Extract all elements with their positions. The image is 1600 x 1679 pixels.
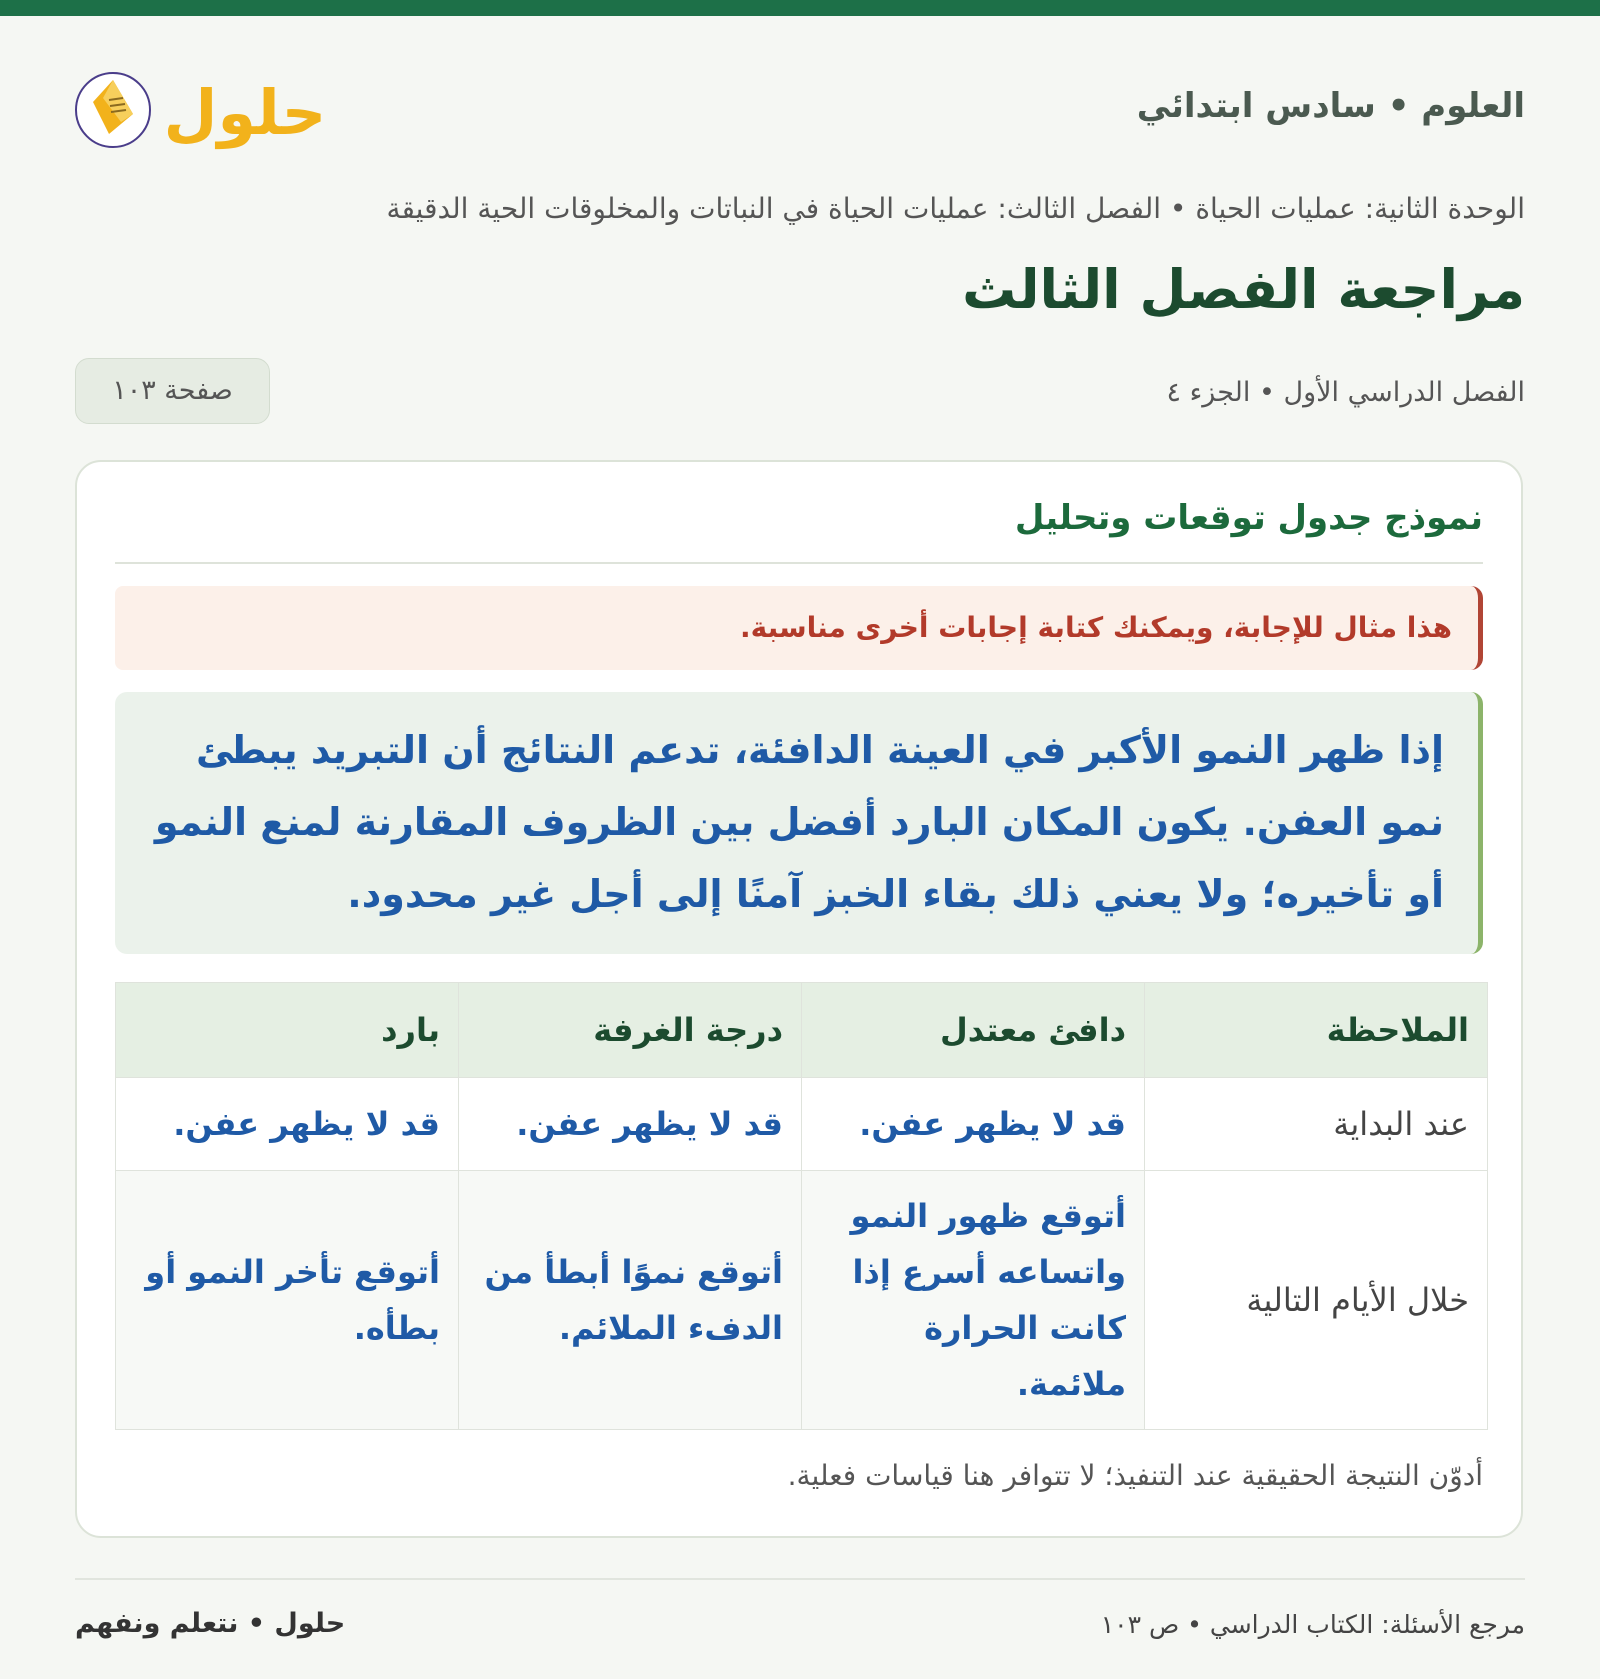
top-accent-bar bbox=[0, 0, 1600, 16]
card-title: نموذج جدول توقعات وتحليل bbox=[115, 498, 1483, 564]
column-header: الملاحظة bbox=[1145, 983, 1488, 1078]
logo-wordmark: حلول bbox=[163, 76, 327, 149]
table-row bbox=[116, 1078, 1488, 1171]
row-label: خلال الأيام التالية bbox=[1145, 1171, 1488, 1430]
footnote: أدوّن النتيجة الحقيقية عند التنفيذ؛ لا تتوافر هنا قياسات فعلية. bbox=[787, 1459, 1483, 1492]
row-label: عند البداية bbox=[1145, 1078, 1488, 1171]
table-cell: قد لا يظهر عفن. bbox=[802, 1078, 1145, 1171]
answer-paragraph: إذا ظهر النمو الأكبر في العينة الدافئة، تدعم النتائج أن التبريد يبطئ نمو العفن. يكون المكان البارد أفضل بين الظروف المقارنة لمنع النمو أو تأخيره؛ ولا يعني ذلك بقاء الخبز آمنًا إلى أجل غير محدود. bbox=[115, 692, 1483, 954]
footer-divider bbox=[75, 1578, 1525, 1580]
table-header-row bbox=[116, 983, 1488, 1078]
column-header: دافئ معتدل bbox=[802, 983, 1145, 1078]
table-cell: أتوقع تأخر النمو أو بطأه. bbox=[116, 1171, 459, 1430]
example-answer-alert: هذا مثال للإجابة، ويمكنك كتابة إجابات أخرى مناسبة. bbox=[115, 586, 1483, 670]
semester-label: الفصل الدراسي الأول • الجزء ٤ bbox=[1166, 377, 1525, 408]
table-cell: أتوقع ظهور النمو واتساعه أسرع إذا كانت الحرارة ملائمة. bbox=[802, 1171, 1145, 1430]
column-header: درجة الغرفة bbox=[459, 983, 802, 1078]
column-header: بارد bbox=[116, 983, 459, 1078]
breadcrumb: الوحدة الثانية: عمليات الحياة • الفصل الثالث: عمليات الحياة في النباتات والمخلوقات الحية الدقيقة bbox=[386, 192, 1525, 225]
table-cell: قد لا يظهر عفن. bbox=[116, 1078, 459, 1171]
table-cell: قد لا يظهر عفن. bbox=[459, 1078, 802, 1171]
footer-reference: مرجع الأسئلة: الكتاب الدراسي • ص ١٠٣ bbox=[1100, 1610, 1525, 1639]
table-row bbox=[116, 1171, 1488, 1430]
subject-heading: العلوم • سادس ابتدائي bbox=[1136, 86, 1525, 126]
page-number-badge: صفحة ١٠٣ bbox=[75, 358, 270, 424]
page-title: مراجعة الفصل الثالث bbox=[962, 258, 1525, 321]
page-header bbox=[75, 56, 1525, 164]
table-cell: أتوقع نموًا أبطأ من الدفء الملائم. bbox=[459, 1171, 802, 1430]
halool-logo[interactable] bbox=[75, 56, 335, 164]
observation-table bbox=[115, 982, 1488, 1430]
footer-brand: حلول • نتعلم ونفهم bbox=[75, 1608, 346, 1639]
content-card bbox=[75, 460, 1523, 1538]
